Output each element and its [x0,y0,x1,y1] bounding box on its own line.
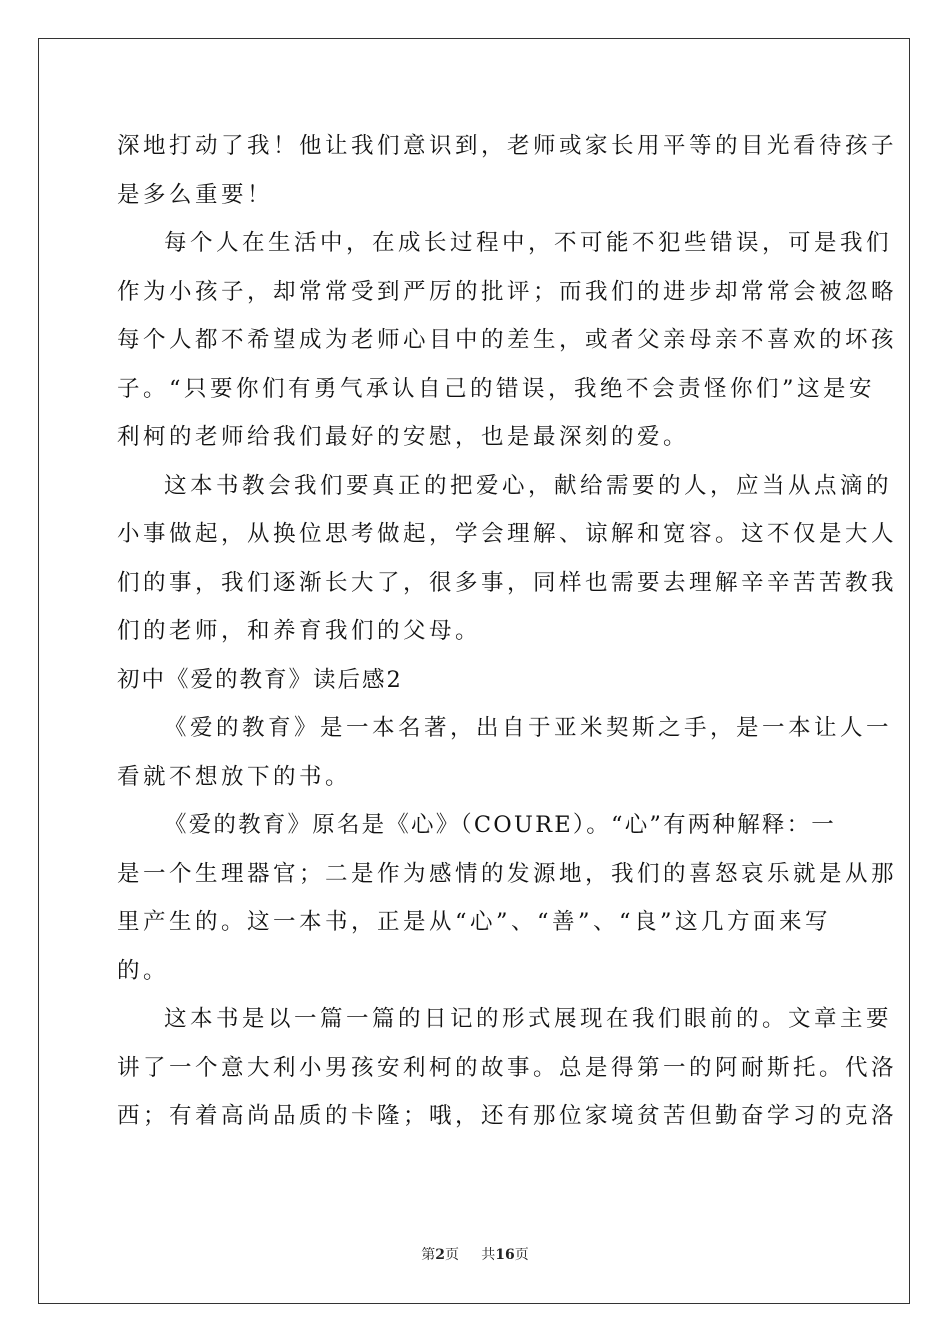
section-heading: 初中《爱的教育》读后感2 [117,666,403,693]
text-line: 们的老师，和养育我们的父母。 [117,618,482,644]
total-suffix: 页 [514,1247,529,1263]
text-line: 利柯的老师给我们最好的安慰，也是最深刻的爱。 [117,424,690,450]
text-line: 小事做起，从换位思考做起，学会理解、谅解和宽容。这不仅是大人 [117,521,898,547]
text-line: 深地打动了我！他让我们意识到，老师或家长用平等的目光看待孩子 [117,133,898,159]
text-line: 里产生的。这一本书，正是从“心”、“善”、“良”这几方面来写 [117,909,832,935]
paragraph-start-line: 每个人在生活中，在成长过程中，不可能不犯些错误，可是我们 [164,230,893,256]
text-line: 们的事，我们逐渐长大了，很多事，同样也需要去理解辛辛苦苦教我 [117,569,898,596]
page-suffix: 页 [445,1247,459,1263]
paragraph-start-line: 这本书教会我们要真正的把爱心，献给需要的人，应当从点滴的 [164,472,893,499]
text-line: 每个人都不希望成为老师心目中的差生，或者父亲母亲不喜欢的坏孩 [117,327,898,353]
text-line: 看就不想放下的书。 [117,763,352,790]
text-line: 作为小孩子，却常常受到严厉的批评；而我们的进步却常常会被忽略 [117,278,898,305]
text-line: 是多么重要！ [117,181,274,208]
text-line: 子。“只要你们有勇气承认自己的错误，我绝不会责怪你们”这是安 [117,375,876,402]
text-line: 是一个生理器官；二是作为感情的发源地，我们的喜怒哀乐就是从那 [117,860,898,887]
document-body [117,122,898,1141]
page-footer [0,1244,950,1264]
paragraph-start-line: 这本书是以一篇一篇的日记的形式展现在我们眼前的。文章主要 [164,1006,893,1032]
text-line: 西；有着高尚品质的卡隆；哦，还有那位家境贫苦但勤奋学习的克洛 [117,1103,898,1129]
paragraph-start-line: 《爱的教育》是一本名著，出自于亚米契斯之手，是一本让人一 [164,715,893,741]
total-prefix: 共 [481,1247,496,1263]
paragraph-start-line: 《爱的教育》原名是《心》（COURE）。“心”有两种解释：一 [164,812,836,838]
total-pages: 16 [495,1247,515,1263]
text-line: 的。 [117,957,170,984]
page-number: 2 [435,1247,445,1263]
page-prefix: 第 [421,1247,436,1263]
text-line: 讲了一个意大利小男孩安利柯的故事。总是得第一的阿耐斯托。代洛 [117,1054,898,1081]
